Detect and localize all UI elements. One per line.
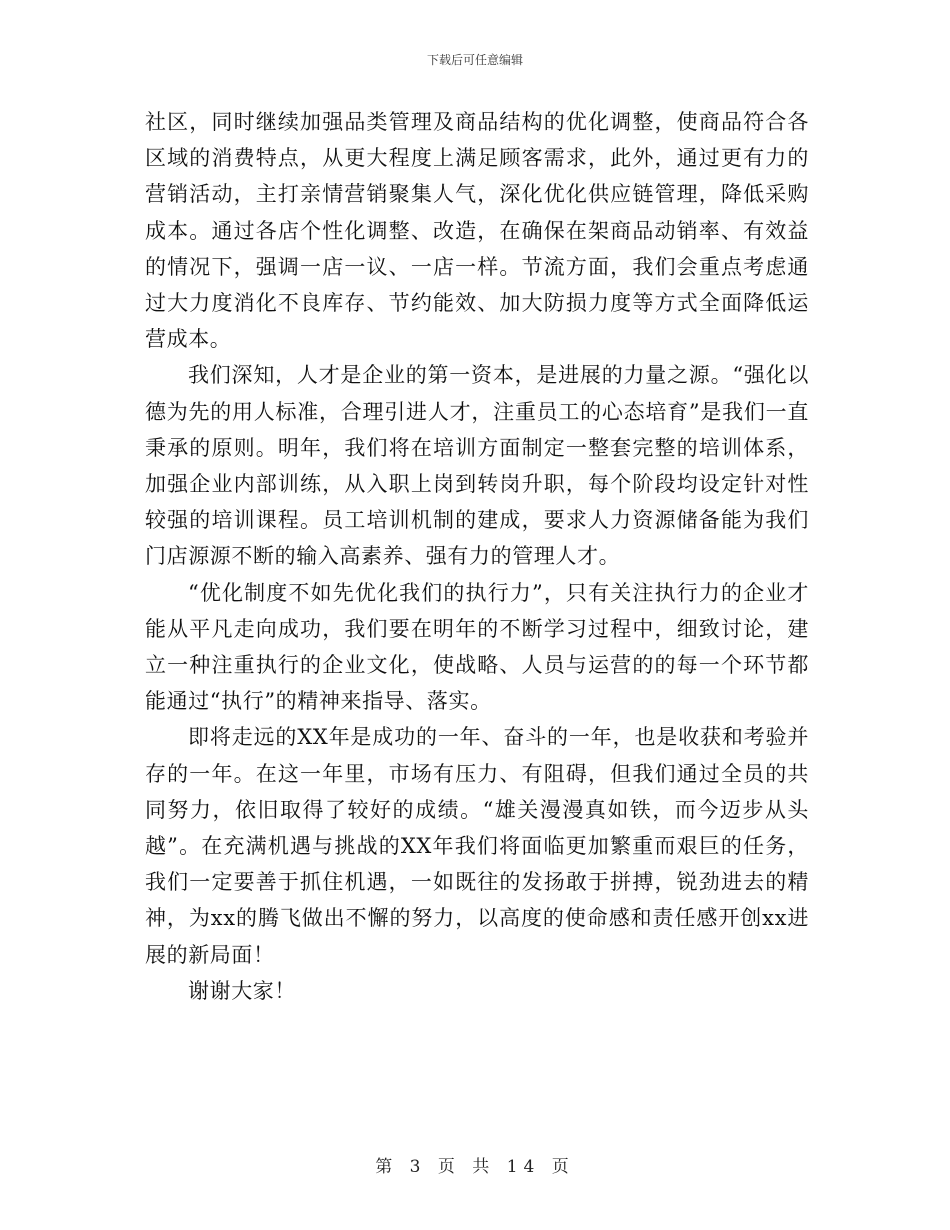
- paragraph-thanks: 谢谢大家！: [188, 978, 296, 1003]
- paragraph-year-review: 即将走远的XX年是成功的一年、奋斗的一年，也是收获和考验并存的一年。在这一年里，市场有压力、有阻碍，但我们通过全员的共同努力，依旧取得了较好的成绩。“雄关漫漫真如铁，而今迈步从头越”。在充满机遇与挑战的XX年我们将面临更加繁重而艰巨的任务，我们一定要善于抓住机遇，一如既往的发扬敢于拼搏，锐劲进去的精神，为xx的腾飞做出不懈的努力，以高度的使命感和责任感开创xx进展的新局面！: [145, 725, 809, 967]
- paragraph-continuation: 社区，同时继续加强品类管理及商品结构的优化调整，使商品符合各区域的消费特点，从更大程度上满足顾客需求，此外，通过更有力的营销活动，主打亲情营销聚集人气，深化优化供应链管理，降低采购成本。通过各店个性化调整、改造，在确保在架商品动销率、有效益的情况下，强调一店一议、一店一样。节流方面，我们会重点考虑通过大力度消化不良库存、节约能效、加大防损力度等方式全面降低运营成本。: [145, 110, 809, 352]
- page-number: 第 3 页 共 14 页: [375, 1157, 575, 1177]
- paragraph-talent: 我们深知，人才是企业的第一资本，是进展的力量之源。“强化以德为先的用人标准，合理引进人才，注重员工的心态培育”是我们一直秉承的原则。明年，我们将在培训方面制定一整套完整的培训体系，加强企业内部训练，从入职上岗到转岗升职，每个阶段均设定针对性较强的培训课程。员工培训机制的建成，要求人力资源储备能为我们门店源源不断的输入高素养、强有力的管理人才。: [145, 363, 809, 569]
- paragraph-execution: “优化制度不如先优化我们的执行力”，只有关注执行力的企业才能从平凡走向成功，我们要在明年的不断学习过程中，细致讨论，建立一种注重执行的企业文化，使战略、人员与运营的的每一个环节都能通过“执行”的精神来指导、落实。: [145, 580, 809, 714]
- document-body: [145, 104, 809, 1009]
- page-header-note: 下载后可任意编辑: [426, 53, 523, 67]
